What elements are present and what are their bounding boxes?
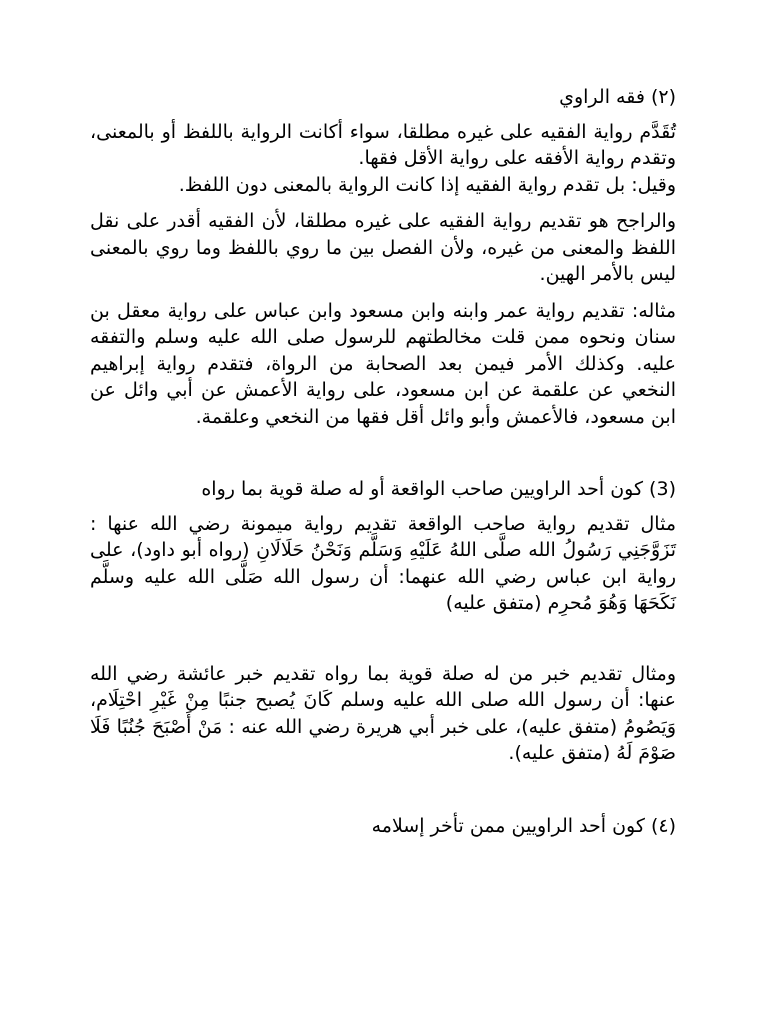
document-page	[90, 84, 676, 839]
paragraph-faqih-rule: تُقَدَّم رواية الفقيه على غيره مطلقا، سواء أكانت الرواية باللفظ أو بالمعنى، وتقدم رواية الأفقه على رواية الأقل فقها.	[90, 120, 676, 169]
paragraph-aisha-example: ومثال تقديم خبر من له صلة قوية بما رواه تقديم خبر عائشة رضي الله عنها: أن رسول الله صلى الله عليه وسلم كَانَ يُصبح جنبًا مِنْ غَيْرِ احْتِلَام، وَيَصُومُ (متفق عليه)، على خبر أبي هريرة رضي الله عنه : مَنْ أَصْبَحَ جُنُبًا فَلَا صَوْمَ لَهُ (متفق عليه).	[90, 662, 676, 764]
section-heading-ta-akhkhur: (٤) كون أحد الراويين ممن تأخر إسلامه	[371, 814, 676, 837]
paragraph-faqih-alt-opinion: وقيل: بل تقدم رواية الفقيه إذا كانت الرواية بالمعنى دون اللفظ.	[178, 173, 676, 196]
paragraph-faqih-example: مثاله: تقديم رواية عمر وابنه وابن مسعود وابن عباس على رواية معقل بن سنان ونحوه ممن قلت مخالطتهم للرسول صلى الله عليه وسلم والتفقه عليه. وكذلك الأمر فيمن بعد الصحابة من الرواة، فتقدم رواية إبراهيم النخعي عن علقمة عن ابن مسعود، على رواية الأعمش عن أبي وائل عن ابن مسعود، فالأعمش وأبو وائل أقل فقها من النخعي وعلقمة.	[90, 299, 676, 428]
paragraph-faqih-preferred: والراجح هو تقديم رواية الفقيه على غيره مطلقا، لأن الفقيه أقدر على نقل اللفظ والمعنى من غيره، ولأن الفصل بين ما روي باللفظ وما روي بالمعنى ليس بالأمر الهين.	[90, 210, 676, 285]
paragraph-maymuna-example: مثال تقديم رواية صاحب الواقعة تقديم رواية ميمونة رضي الله عنها : تَزَوَّجَنِي رَسُولُ الله صلَّى اللهُ عَلَيْهِ وَسَلَّم وَنَحْنُ حَلَالَانِ (رواه أبو داود)، على رواية ابن عباس رضي الله عنهما: أن رسول الله صَلَّى الله عليه وسلَّم نَكَحَهَا وَهُوَ مُحرِم (متفق عليه)	[90, 512, 676, 614]
section-heading-faqih: (٢) فقه الراوي	[559, 86, 676, 108]
section-heading-sahib-waqia: (3) كون أحد الراويين صاحب الواقعة أو له صلة قوية بما رواه	[201, 478, 676, 500]
